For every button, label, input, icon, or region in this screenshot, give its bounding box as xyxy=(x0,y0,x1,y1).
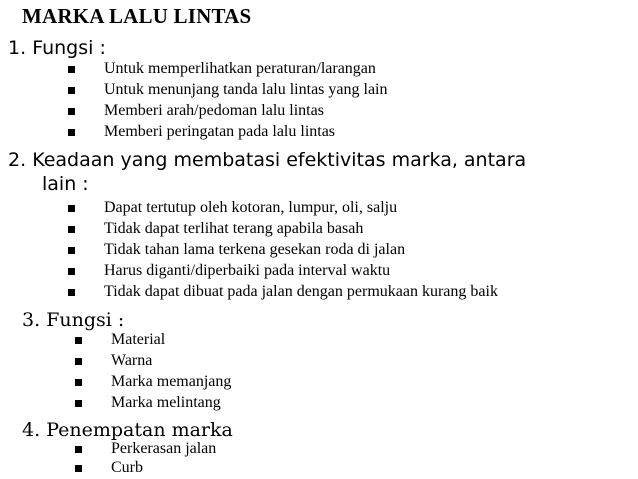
section-1-heading xyxy=(8,36,106,60)
square-bullet-icon xyxy=(75,465,82,472)
section-3-number: 3. xyxy=(22,309,41,331)
section-3-title: Fungsi : xyxy=(46,309,125,331)
section-2-number: 2. xyxy=(8,149,27,171)
square-bullet-icon xyxy=(68,247,75,254)
square-bullet-icon xyxy=(75,400,82,407)
list-item: Tidak tahan lama terkena gesekan roda di jalan xyxy=(104,241,406,258)
square-bullet-icon xyxy=(68,87,75,94)
square-bullet-icon xyxy=(75,358,82,365)
list-item: Perkerasan jalan xyxy=(111,440,217,457)
section-3-heading xyxy=(22,308,124,332)
section-1-number: 1. xyxy=(8,37,27,59)
square-bullet-icon xyxy=(75,446,82,453)
square-bullet-icon xyxy=(68,226,75,233)
list-item: Untuk menunjang tanda lalu lintas yang lain xyxy=(104,81,388,98)
list-item: Untuk memperlihatkan peraturan/larangan xyxy=(104,60,376,77)
square-bullet-icon xyxy=(68,108,75,115)
list-item: Tidak dapat dibuat pada jalan dengan permukaan kurang baik xyxy=(104,283,498,300)
square-bullet-icon xyxy=(75,379,82,386)
square-bullet-icon xyxy=(68,66,75,73)
section-4-number: 4. xyxy=(22,419,41,441)
square-bullet-icon xyxy=(68,289,75,296)
section-1-title: Fungsi : xyxy=(32,37,106,59)
square-bullet-icon xyxy=(68,268,75,275)
list-item: Harus diganti/diperbaiki pada interval waktu xyxy=(104,262,391,279)
list-item: Warna xyxy=(111,352,153,369)
section-2-title: Keadaan yang membatasi efektivitas marka, antara xyxy=(32,149,527,171)
section-2-title-continued: lain : xyxy=(42,173,89,195)
list-item: Marka melintang xyxy=(111,394,221,411)
list-item: Marka memanjang xyxy=(111,373,232,390)
list-item: Dapat tertutup oleh kotoran, lumpur, oli, salju xyxy=(104,199,398,216)
section-2-heading xyxy=(8,148,526,172)
list-item: Curb xyxy=(111,459,143,476)
list-item: Memberi arah/pedoman lalu lintas xyxy=(104,102,324,119)
square-bullet-icon xyxy=(68,129,75,136)
list-item: Material xyxy=(111,331,166,348)
list-item: Tidak dapat terlihat terang apabila basah xyxy=(104,220,364,237)
list-item: Memberi peringatan pada lalu lintas xyxy=(104,123,336,140)
square-bullet-icon xyxy=(68,205,75,212)
page-title: MARKA LALU LINTAS xyxy=(22,4,252,28)
section-4-title: Penempatan marka xyxy=(46,419,233,441)
square-bullet-icon xyxy=(75,337,82,344)
